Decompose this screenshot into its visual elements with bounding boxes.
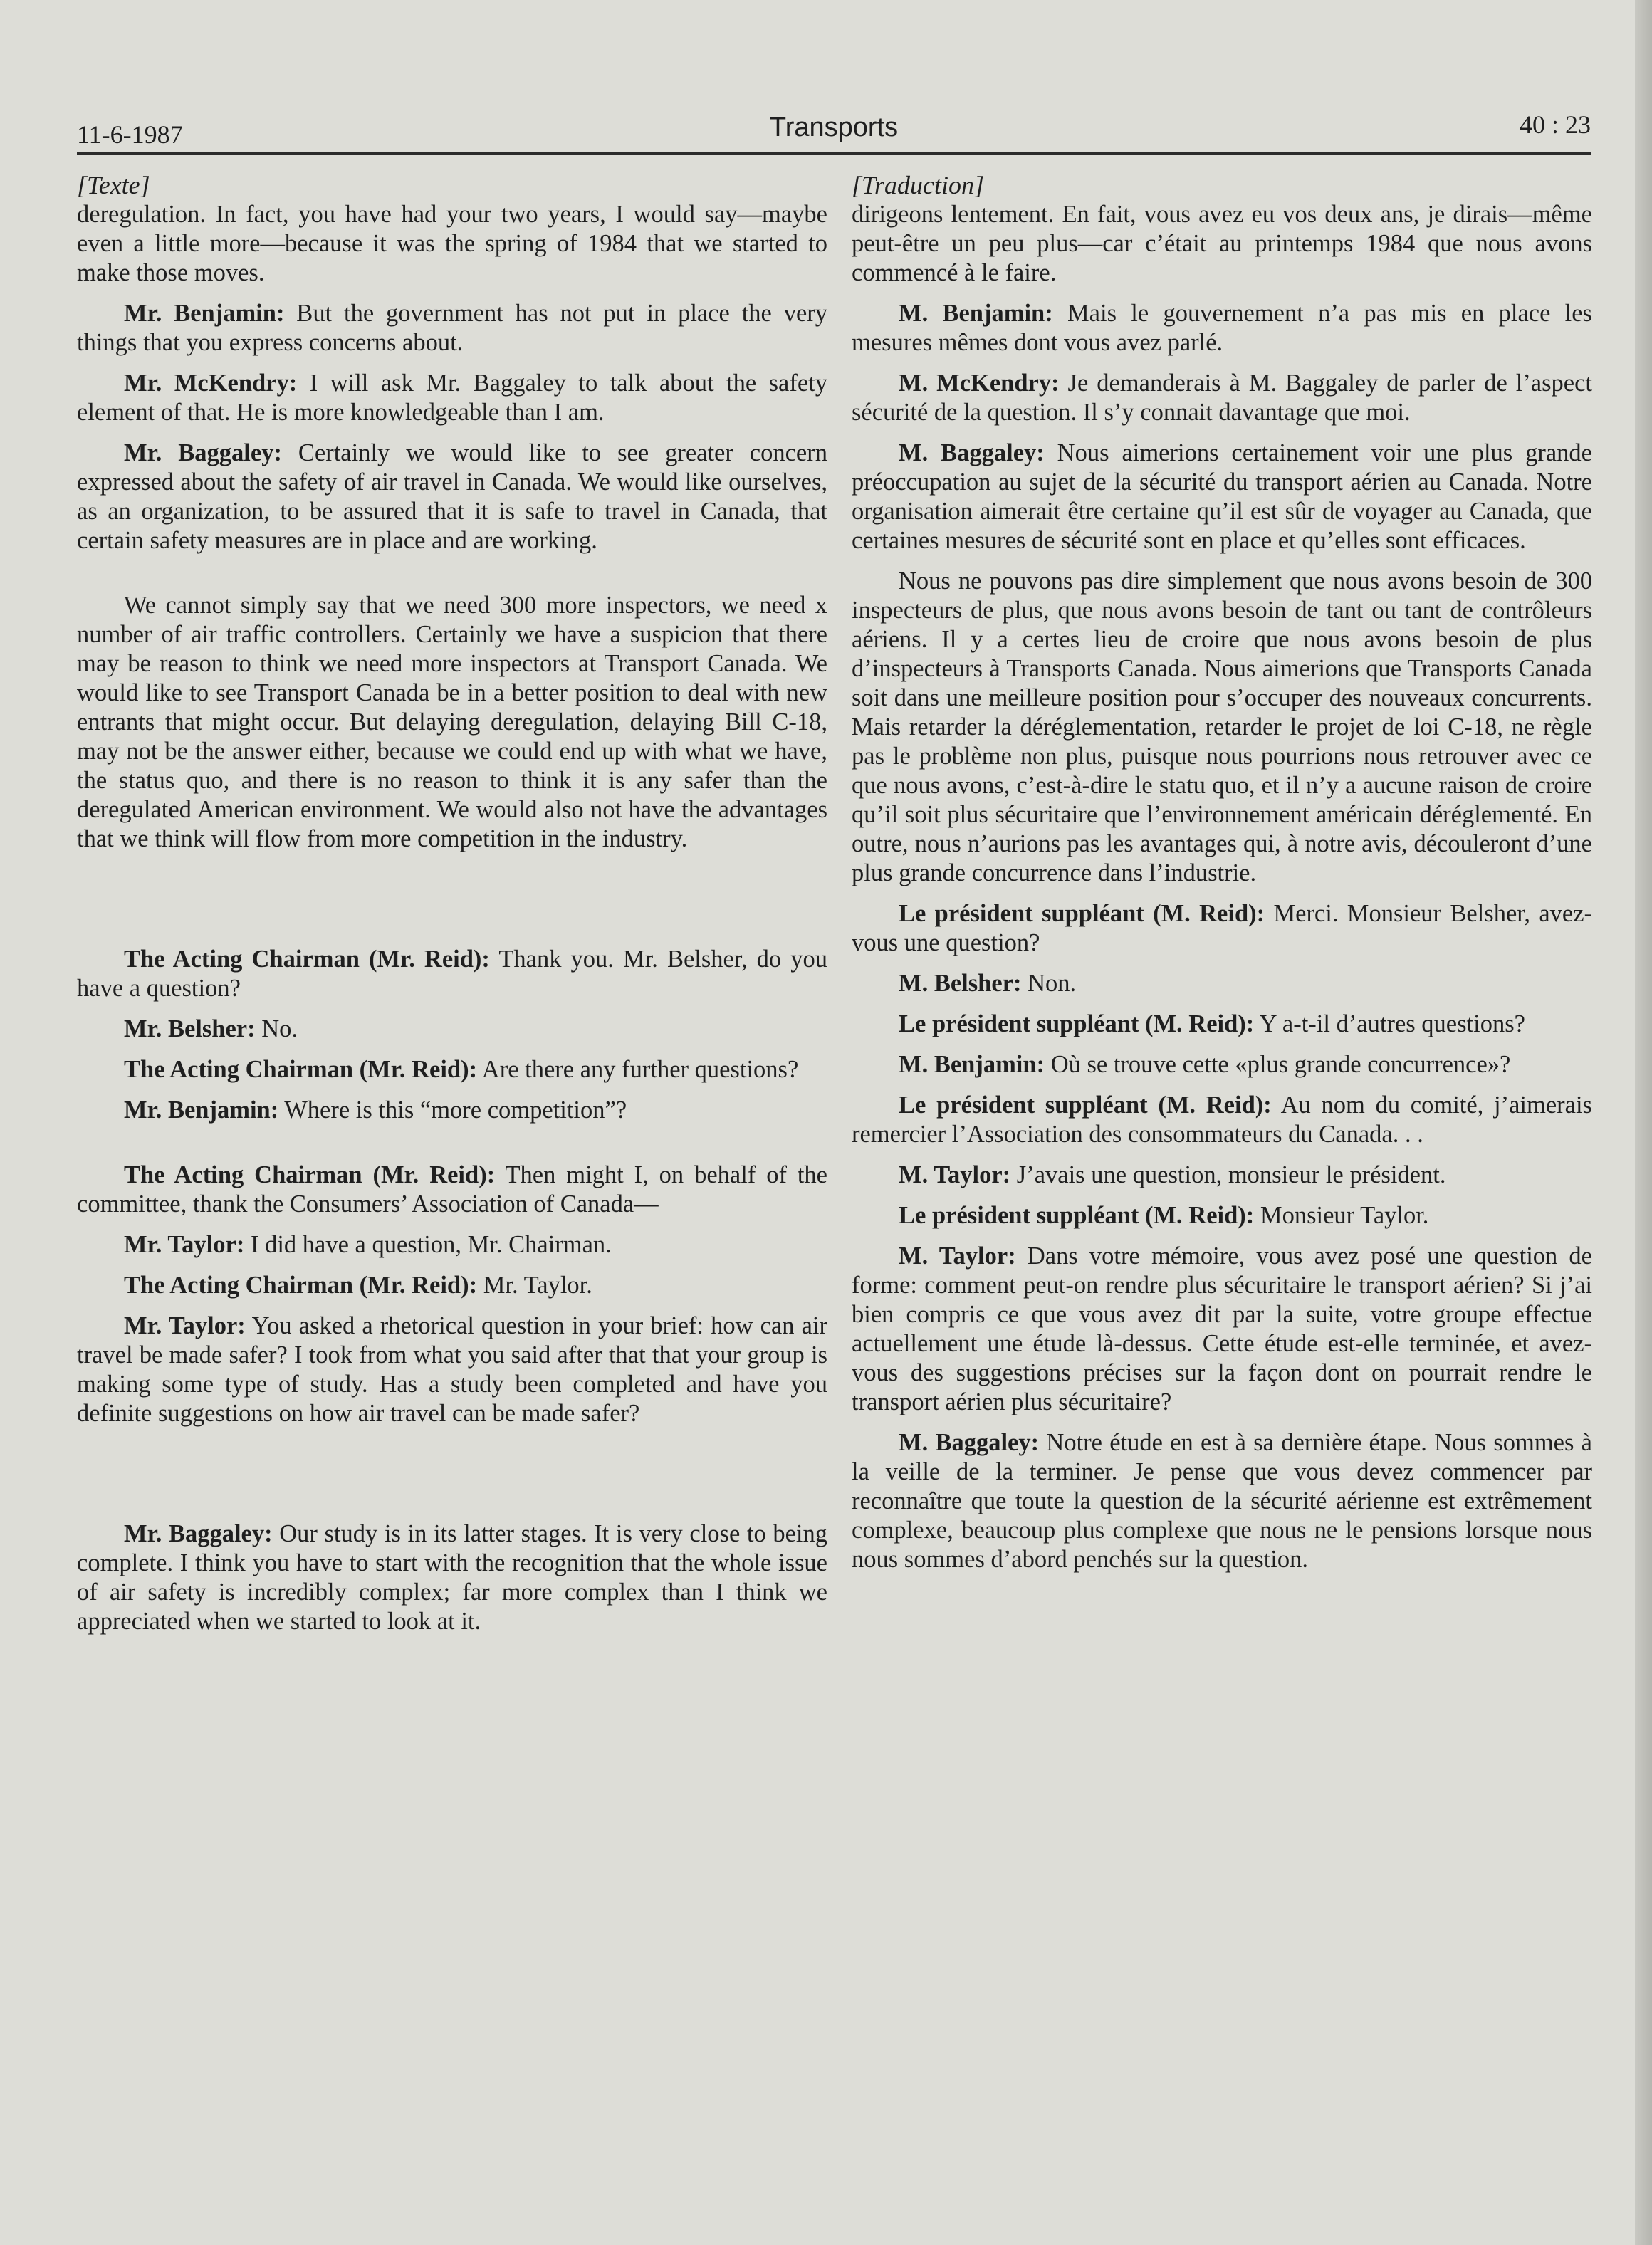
speech-text: Notre étude en est à sa dernière étape. Nous sommes à la veille de la terminer. Je pense que vous devez commencer par reconnaître que toute la question de la sécurité aérienne est extrêmement complexe, beaucoup plus complexe que nous ne le pensions lorsque nous nous sommes d’abord penchés sur la question. [852,1429,1593,1573]
page-header [77,107,1591,157]
speaker: M. Belsher: [899,970,1022,997]
speech [852,439,1592,555]
speech [77,945,827,1003]
speech-text: I did have a question, Mr. Chairman. [244,1231,612,1258]
speech-text: Then might I, on behalf of the committee, thank the Consumers’ Association of Canada— [77,1161,827,1218]
speech-text: Dans votre mémoire, vous avez posé une question de forme: comment peut-on rendre plus sécuritaire le transport aérien? Si j’ai bien compris ce que vous avez dit par la suite, votre groupe effectue actuellement une étude là-dessus. Cette étude est-elle terminée, et avez-vous des suggestions précises sur la façon dont on pourrait rendre le transport aérien plus sécuritaire? [852,1242,1592,1415]
speech-text: You asked a rhetorical question in your brief: how can air travel be made safer? I took from what you said after that that your group is making some type of study. Has a study been completed and have you definite suggestions on how air travel can be made safer? [77,1312,827,1427]
paragraph: deregulation. In fact, you have had your two years, I would say—maybe even a little more—because it was the spring of 1984 that we started to make those moves. [77,201,827,286]
speaker: M. Taylor: [899,1161,1011,1188]
french-column [852,171,1592,1586]
speech [852,1201,1592,1230]
speaker: M. Baggaley: [899,439,1045,466]
speaker: The Acting Chairman (Mr. Reid): [124,946,490,973]
speaker: The Acting Chairman (Mr. Reid): [124,1161,496,1188]
section-marker: [Traduction] [852,171,985,199]
speech [852,1242,1592,1417]
speech-text: Are there any further questions? [477,1056,799,1083]
speaker: Mr. Baggaley: [124,1520,273,1547]
speaker: M. Baggaley: [899,1429,1040,1456]
speech-text: Monsieur Taylor. [1254,1202,1429,1229]
speech [77,299,827,357]
speaker: Mr. McKendry: [124,370,298,397]
speech [77,1230,827,1260]
speech [77,1015,827,1044]
speech [77,1096,827,1125]
speech-text: Certainly we would like to see greater concern expressed about the safety of air travel in Canada. We would like ourselves, as an organization, to be assured that it is safe to travel in Canada, that certain safety measures are in place and are working. [77,439,827,554]
speech [77,439,827,555]
speech-text: Non. [1021,970,1077,997]
section-marker: [Texte] [77,171,150,199]
speech [77,1271,827,1300]
speech-text: No. [255,1015,298,1042]
speech [852,1050,1592,1079]
speech [77,1312,827,1428]
speaker: Le président suppléant (M. Reid): [899,1010,1255,1037]
speech-text: Nous aimerions certainement voir une plus grande préoccupation au sujet de la sécurité du transport aérien au Canada. Notre organisation aimerait être certaine qu’il est sûr de voyager au Canada, que certaines mesures de sécurité sont en place et qu’elles sont efficaces. [852,439,1592,554]
speech-text: Je demanderais à M. Baggaley de parler de l’aspect sécurité de la question. Il s’y connait davantage que moi. [852,370,1592,426]
speaker: Le président suppléant (M. Reid): [899,1092,1272,1119]
speech-text: Où se trouve cette «plus grande concurrence»? [1045,1051,1511,1078]
speaker: M. Benjamin: [899,300,1053,327]
speech [852,969,1592,998]
speech [852,369,1592,427]
speech [77,369,827,427]
header-date: 11-6-1987 [77,120,183,149]
speaker: Mr. Benjamin: [124,300,285,327]
speech-text: Mais le gouvernement n’a pas mis en place les mesures mêmes dont vous avez parlé. [852,300,1592,356]
speaker: Mr. Baggaley: [124,439,282,466]
paragraph: dirigeons lentement. En fait, vous avez eu vos deux ans, je dirais—même peut-être un peu plus—car c’était au printemps 1984 que nous avons commencé à le faire. [852,201,1592,286]
paragraph: Nous ne pouvons pas dire simplement que nous avons besoin de 300 inspecteurs de plus, que nous avons besoin de tant ou tant de contrôleurs aériens. Il y a certes lieu de croire que nous avons besoin de plus d’inspecteurs à Transports Canada. Nous aimerions que Transports Canada soit dans une meilleure position pour s’occuper des nouveaux concurrents. Mais retarder la déréglementation, retarder le projet de loi C-18, ne règle pas le problème non plus, puisque nous pourrions nous retrouver avec ce que nous avons, c’est-à-dire le statu quo, et il n’y a aucune raison de croire qu’il soit plus sécuritaire que l’environnement américain déréglementé. En outre, nous n’aurions pas les avantages qui, à notre avis, découleront d’une plus grande concurrence dans l’industrie. [852,567,1592,886]
speech [77,1519,827,1636]
speaker: Le président suppléant (M. Reid): [899,900,1265,927]
header-title: Transports [769,112,899,142]
english-column [77,171,827,1648]
speech-text: Merci. Monsieur Belsher, avez-vous une question? [852,900,1592,956]
speech-text: Au nom du comité, j’aimerais remercier l’Association des consommateurs du Canada. . . [852,1092,1592,1148]
speaker: The Acting Chairman (Mr. Reid): [124,1056,478,1083]
header-page-number: 40 : 23 [1519,110,1591,139]
speech-text: Thank you. Mr. Belsher, do you have a question? [77,946,828,1002]
speaker: Mr. Taylor: [124,1312,246,1339]
speech-text: But the government has not put in place the very things that you express concerns about. [77,300,828,356]
page-edge-shadow [1635,0,1652,2245]
speech-text: Y a-t-il d’autres questions? [1254,1010,1525,1037]
speech-text: Mr. Taylor. [477,1272,592,1299]
speech [77,1161,827,1219]
speaker: M. Benjamin: [899,1051,1045,1078]
paragraph: We cannot simply say that we need 300 more inspectors, we need x number of air traffic controllers. Certainly we have a suspicion that there may be reason to think we need more inspectors at Transport Canada. We would like to see Transport Canada be in a better position to deal with new entrants that might occur. But delaying deregulation, delaying Bill C-18, may not be the answer either, because we could end up with what we have, the status quo, and there is no reason to think it is any safer than the deregulated American environment. We would also not have the advantages that we think will flow from more competition in the industry. [77,592,827,852]
speech [852,1010,1592,1039]
speaker: Mr. Benjamin: [124,1097,279,1124]
speech [852,1428,1592,1574]
speaker: Mr. Belsher: [124,1015,256,1042]
speaker: Le président suppléant (M. Reid): [899,1202,1255,1229]
speech-text: J’avais une question, monsieur le président. [1010,1161,1446,1188]
speech [77,1055,827,1084]
speaker: Mr. Taylor: [124,1231,245,1258]
speech [852,299,1592,357]
speech-text: I will ask Mr. Baggaley to talk about the safety element of that. He is more knowledgeable than I am. [77,370,827,426]
speaker: The Acting Chairman (Mr. Reid): [124,1272,478,1299]
speech [852,1161,1592,1190]
speaker: M. Taylor: [899,1242,1016,1270]
speech-text: Where is this “more competition”? [278,1097,627,1124]
header-rule [77,152,1591,155]
speech [852,1091,1592,1149]
speaker: M. McKendry: [899,370,1060,397]
speech [852,899,1592,958]
speech-text: Our study is in its latter stages. It is very close to being complete. I think you have to start with the recognition that the whole issue of air safety is incredibly complex; far more complex than I think we appreciated when we started to look at it. [77,1520,828,1635]
